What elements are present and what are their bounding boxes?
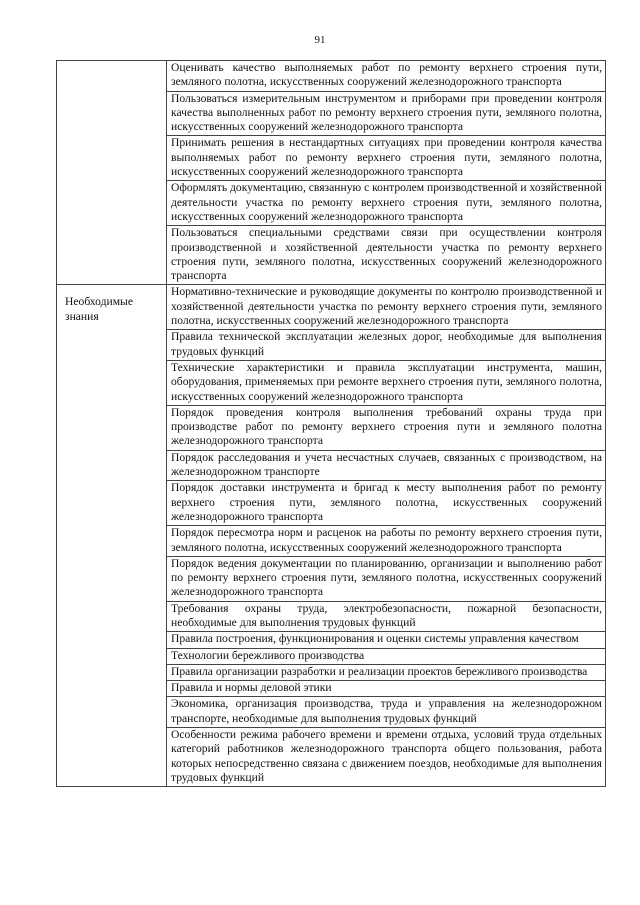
- abilities-item-4: Оформлять документацию, связанную с контролем производственной и хозяйственной деятельности участка по ремонту верхнего строения пути, земляного полотна, искусственных сооружений железнодорожного транспорта: [167, 181, 606, 226]
- table-row: [57, 61, 606, 92]
- knowledge-item-7: Порядок пересмотра норм и расценок на работы по ремонту верхнего строения пути, земляного полотна, искусственных сооружений железнодорожного транспорта: [167, 526, 606, 557]
- knowledge-item-9: Требования охраны труда, электробезопасности, пожарной безопасности, необходимые для выполнения трудовых функций: [167, 601, 606, 632]
- knowledge-item-15: Особенности режима рабочего времени и времени отдыха, условий труда отдельных категорий работников железнодорожного транспорта общего пользования, работа которых непосредственно связана с движением поездов, необходимые для выполнения трудовых функций: [167, 728, 606, 787]
- abilities-item-1: Оценивать качество выполняемых работ по ремонту верхнего строения пути, земляного полотна, искусственных сооружений железнодорожного транспорта: [167, 61, 606, 92]
- abilities-item-5: Пользоваться специальными средствами связи при осуществлении контроля производственной и хозяйственной деятельности участка по ремонту верхнего строения пути, земляного полотна, искусственных сооружений железнодорожного транспорта: [167, 226, 606, 285]
- knowledge-item-14: Экономика, организация производства, труда и управления на железнодорожном транспорте, необходимые для выполнения трудовых функций: [167, 697, 606, 728]
- table-row: [57, 285, 606, 330]
- knowledge-item-1: Нормативно-технические и руководящие документы по контролю производственной и хозяйственной деятельности участка по ремонту верхнего строения пути, земляного полотна, искусственных сооружений железнодорожного транспорта: [167, 285, 606, 330]
- page-number: 91: [314, 34, 326, 46]
- knowledge-item-6: Порядок доставки инструмента и бригад к месту выполнения работ по ремонту верхнего строения пути, земляного полотна, искусственных сооружений железнодорожного транспорта: [167, 481, 606, 526]
- requirements-table: [56, 60, 606, 787]
- knowledge-label: Необходимые знания: [57, 285, 167, 787]
- abilities-label-cell: [57, 61, 167, 285]
- knowledge-item-11: Технологии бережливого производства: [167, 648, 606, 664]
- knowledge-item-12: Правила организации разработки и реализации проектов бережливого производства: [167, 664, 606, 680]
- knowledge-item-8: Порядок ведения документации по планированию, организации и выполнению работ по ремонту верхнего строения пути, земляного полотна, искусственных сооружений железнодорожного транспорта: [167, 556, 606, 601]
- knowledge-item-3: Технические характеристики и правила эксплуатации инструмента, машин, оборудования, применяемых при ремонте верхнего строения пути, земляного полотна, искусственных сооружений железнодорожного транспорта: [167, 360, 606, 405]
- knowledge-item-4: Порядок проведения контроля выполнения требований охраны труда при производстве работ по ремонту верхнего строения пути и земляного полотна железнодорожного транспорта: [167, 405, 606, 450]
- abilities-item-2: Пользоваться измерительным инструментом и приборами при проведении контроля качества выполненных работ по ремонту верхнего строения пути, земляного полотна, искусственных сооружений железнодорожного транспорта: [167, 91, 606, 136]
- abilities-item-3: Принимать решения в нестандартных ситуациях при проведении контроля качества выполняемых работ по ремонту верхнего строения пути, земляного полотна, искусственных сооружений железнодорожного транспорта: [167, 136, 606, 181]
- knowledge-item-5: Порядок расследования и учета несчастных случаев, связанных с производством, на железнодорожном транспорте: [167, 450, 606, 481]
- knowledge-item-2: Правила технической эксплуатации железных дорог, необходимые для выполнения трудовых функций: [167, 330, 606, 361]
- knowledge-item-10: Правила построения, функционирования и оценки системы управления качеством: [167, 632, 606, 648]
- knowledge-item-13: Правила и нормы деловой этики: [167, 681, 606, 697]
